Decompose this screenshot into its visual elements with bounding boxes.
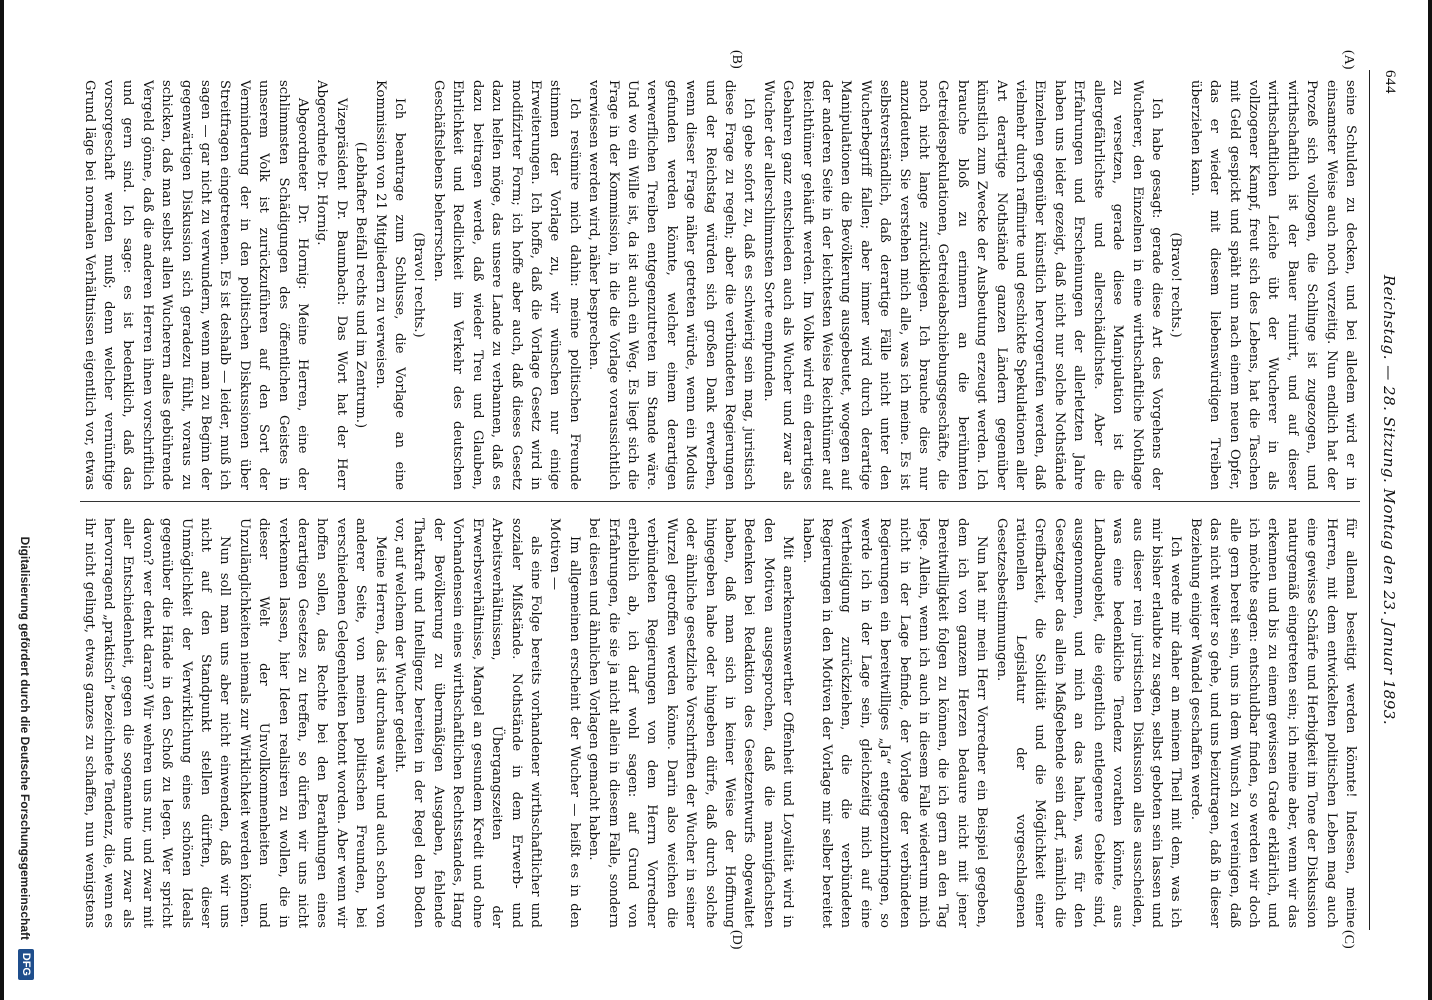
interjection: (Bravo! rechts.) bbox=[1168, 232, 1184, 338]
speaker-paragraph: Vizepräsident Dr. Baumbach: Das Wort hat der Herr Abgeordnete Dr. Hornig. bbox=[314, 80, 349, 490]
digitization-credit bbox=[12, 80, 34, 980]
margin-mark-d: (D) bbox=[729, 930, 744, 950]
running-header bbox=[1374, 70, 1402, 930]
paragraph: Im allgemeinen erscheint der Wucher — heißt es in den Motiven — bbox=[547, 518, 582, 928]
paragraph: Nun soll man uns aber nicht einwenden, daß wir uns nicht auf den Standpunkt stellen dürften, dieser Unmöglichkeit der Verwirklichung eines schönen Ideals gegenüber die Hände in den Schoß zu legen. Wer spricht davon? wer denkt daran? Wir wehren uns nur, und zwar mit aller Entschiedenheit, gegen die sogenannte und zwar als hervorragend „praktisch“ bezeichnete Tendenz, die, wenn es ihr nicht gelingt, etwas ganzes zu schaffen, nun wenigstens bbox=[81, 518, 233, 928]
scan-edge-bottom bbox=[0, 0, 4, 1000]
paragraph: Ich resümire mich dahin: meine politischen Freunde stimmen der Vorlage zu, wir wünschen nur einige Erweiterungen. Ich hoffe, daß die Vorlage Gesetz wird in modifizirter Form; ich hoffe aber auch, daß dieses Gesetz dazu helfen möge, das unsere Lande zu verbannen, daß es dazu beitragen werde, daß wieder Treu und Glauben, Ehrlichkeit und Redlichkeit im Verkehr des deutschen Geschäftslebens beherrschen. bbox=[430, 80, 582, 490]
dfg-logo: DFG bbox=[18, 949, 34, 980]
paragraph: Ich beantrage zum Schlusse, die Vorlage an eine Kommission von 21 Mitgliedern zu verweisen. bbox=[372, 80, 408, 490]
speaker-paragraph: Abgeordneter Dr. Hornig: Meine Herren, eine der schlimmsten Schädigungen des öffentlichen Geistes in unserem Volk ist zurückzuführen auf den Sort der Verminderung der in den politischen Diskussionen über Streitfragen eingetretenen. Es ist deshalb — leider, muß ich sagen — gar nicht zu verwundern, wenn man zu Beginn der gegenwärtigen Diskussion sich geradezu fühlt, voraus zu schicken, daß man selbst allen Wucherern alles gebührende Vergeld gönne, daß die anderen Herren ihnen vorschriftlich und gern sind. Ich sage: es ist bedenklich, daß das vorsorgeschaft werden muß; denn welcher vernünftige Grund läge bei normalen Verhältnissen eigentlich vor, etwas bbox=[81, 80, 311, 490]
paragraph: für allemal beseitigt werden könnte! Indessen, meine Herren, mit dem entwickelten politischen Leben mag auch eine gewisse Schärfe und Herbigkeit im Tone der Diskussion naturgemäß eingetreten sein; ich meine aber, wenn wir das erkennen und bis zu einem gewissen Grade erklärlich, und ich möchte sagen: entschuldbar finden, so werden wir doch alle gern bereit sein, uns in dem Wunsch zu vereinigen, daß das nicht weiter so gehe, und uns beizutragen, daß in dieser Beziehung einiger Wandel geschaffen werde. bbox=[1187, 518, 1358, 928]
header-rule bbox=[1369, 70, 1370, 930]
margin-mark-b: (B) bbox=[729, 50, 744, 69]
scan-edge-top bbox=[1428, 0, 1432, 1000]
page-number: 644 bbox=[1382, 70, 1398, 94]
paragraph: Ich gebe sofort zu, daß es schwierig sein mag, juristisch diese Frage zu regeln; aber die verbündeten Regierungen und der Reichstag würden sich großen Dank erwerben, wenn dieser Frage näher getreten würde, wenn ein Modus gefunden werden könnte, welcher einem derartigen verwerflichen Treiben entgegenzutreten im Stande wäre. Und wo ein Wille ist, da ist auch ein Weg. Es liegt sich die Frage in der Kommission, in die die Vorlage voraussichtlich verwiesen werden wird, näher besprechen. bbox=[586, 80, 757, 490]
credit-text: Digitalisierung gefördert durch die Deutsche Forschungsgemeinschaft bbox=[18, 536, 32, 940]
header-title: Reichstag. — 28. Sitzung. Montag den 23. Januar 1893. bbox=[1380, 274, 1398, 726]
interjection: (Bravo! rechts.) bbox=[411, 232, 427, 338]
right-column bbox=[80, 518, 1360, 928]
left-column bbox=[80, 80, 1360, 490]
interjection: (Lebhafter Beifall rechts und im Zentrum.) bbox=[353, 141, 369, 429]
margin-mark-a: (A) bbox=[1341, 50, 1356, 70]
paragraph: Mit anerkennenswerther Offenheit und Loyalität wird in den Motiven ausgesprochen, daß die mannigfachsten Bedenken bei Redaktion des Gesetzentwurfs obgewaltet haben, daß man sich in keiner Weise der Hoffnung hingegeben habe oder hingeben dürfe, daß durch solche oder ähnliche gesetzliche Vorschriften der Wucher in seiner Wurzel getroffen werden könne. Darin also weichen die verbündeten Regierungen von dem Herrn Vorredner erheblich ab, ich darf wohl sagen: auf Grund von Erfahrungen, die sie ja nicht allein in diesem Falle, sondern bei diesen und ähnlichen Vorlagen gemacht haben. bbox=[586, 518, 796, 928]
quotation: als eine Folge bereits vorhandener wirthschaftlicher und sozialer Mißstände. Nothstände in dem Erwerb- und Arbeitsverhältnissen, Übergangszeiten der Erwerbsverhältnisse, Mangel an gesundem Kredit und ohne Vorhandensein eines wirthschaftlichen Rechtsstandes, Hang der Bevölkerung zu übermäßigen Ausgaben, fehlende Thatkraft und Intelligenz bereiten in der Regel den Boden vor, auf welchem der Wucher gedeiht. bbox=[392, 518, 543, 928]
paragraph: Ich habe gesagt: gerade diese Art des Vorgehens der Wucherer, den Einzelnen in eine wirthschaftliche Nothlage zu versetzen, gerade diese Manipulation ist die allergefährlichste und allerschädlichste. Aber die Erfahrungen und Erscheinungen der allerletzten Jahre haben uns leider gezeigt, daß nicht nur solche Nothstände Einzelnen gegenüber künstlich hervorgerufen werden, daß vielmehr durch raffinirte und geschickte Spekulationen aller Art derartige Nothstände ganzen Ländern gegenüber künstlich zum Zwecke der Ausbeutung erzeugt werden. Ich brauche bloß zu erinnern an die berühmten Getreidespekulationen, Getreideabschiebungsgeschäfte, die noch nicht lange zurückliegen. Ich brauche dies nur anzudeuten. Sie verstehen mich alle, was ich meine. Es ist selbstverständlich, daß derartige Fälle nicht unter den Wucherbegriff fallen; aber immer wird durch derartige Manipulationen die Bevölkerung ausgebeutet, wogegen auf der anderen Seite in der leichtesten Weise Reichthümer auf Reichthümer gehäuft werden. Im Volke wird ein derartiges Gebahren ganz entschieden auch als Wucher und zwar als Wucher der allerschlimmsten Sorte empfunden. bbox=[760, 80, 1164, 490]
column-divider bbox=[80, 501, 1360, 502]
margin-mark-c: (C) bbox=[1341, 930, 1356, 949]
paragraph: Nun hat mir mein Herr Vorredner ein Beispiel gegeben, dem ich von ganzem Herzen bedaure nicht mit jener Bereitwilligkeit folgen zu können, die ich gern an den Tag lege. Allein, wenn ich auch in diesem Falle wiederum mich nicht in der Lage befinde, der Vorlage der verbündeten Regierungen ein bereitwilliges „Ja“ entgegenzubringen, so werde ich in der Lage sein, gleichzeitig mich auf eine Vertheidigung zurückziehen, die die verbündeten Regierungen in den Motiven der Vorlage mir selber bereitet haben. bbox=[799, 518, 990, 928]
paragraph: seine Schulden zu decken, und bei alledem wird er in einsamster Weise auch noch vorzeitig. Nun endlich hat der Prozeß sich vollzogen, die Schlinge ist zugezogen, und wirthschaftlich ist der Bauer ruinirt, und auf dieser wirthschaftlichen Leiche übt der Wucherer in als vollzogener Kampf, freut sich des Lebens, hat die Taschen mit Geld gespickt und späht nun nach einem neuen Opfer, das er wieder mit diesem liebenswürdigen Treiben überziehen kann. bbox=[1187, 80, 1358, 490]
paragraph: Ich werde mir daher an meinem Theil mit dem, was ich mir bisher erlaubte zu sagen, selbst geboten sein lassen und aus dieser rein juristischen Diskussion alles ausscheiden, was eine bedenkliche Tendenz vorathen könnte, aus Landbaugebiet, die eigentlich entlegenere Gebiete sind, ausgenommen, und mich an das halten, was für den Gesetzgeber das allein Maßgebende sein darf, nämlich die Greifbarkeit, die Solidität und die Möglichkeit einer rationellen Legislatur der vorgeschlagenen Gesetzesbestimmungen. bbox=[993, 518, 1184, 928]
paragraph: Meine Herren, das ist durchaus wahr und auch schon von anderer Seite, von meinen politischen Freunden, bei verschiedenen Gelegenheiten betont worden. Aber wenn wir hoffen sollen, das Rechte bei den Berathungen eines derartigen Gesetzes zu treffen, so dürfen wir uns nicht verkennen lassen, hier Ideen realisiren zu wollen, die in dieser Welt der Unvollkommenheiten und Unzulänglichkeiten niemals zur Wirklichkeit werden können. bbox=[236, 518, 388, 928]
